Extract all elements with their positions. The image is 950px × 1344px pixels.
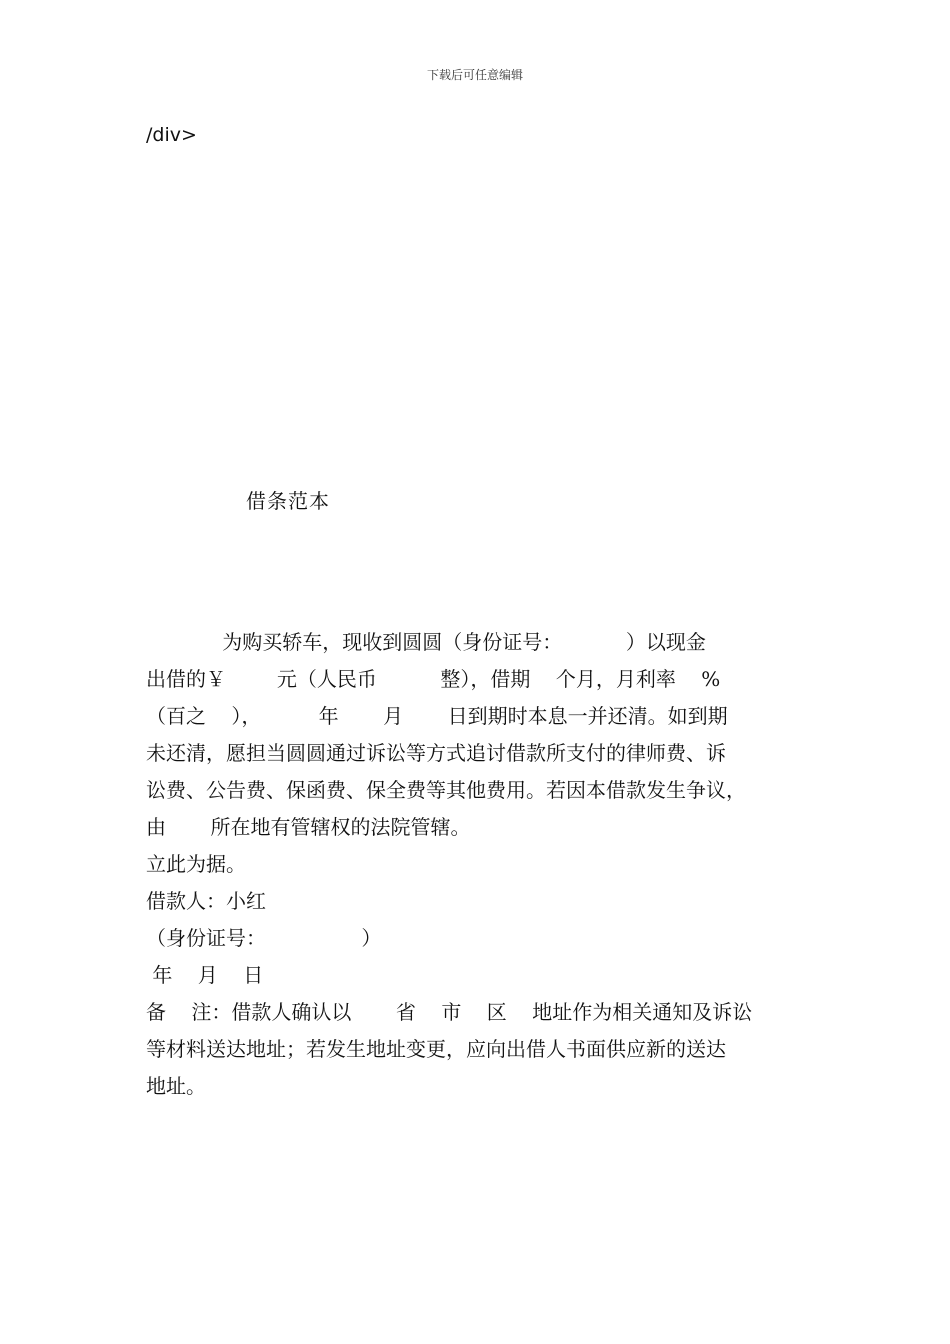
- signature-date-line: 年 月 日: [146, 963, 264, 987]
- document-title: 借条范本: [246, 489, 330, 513]
- paragraph-line: 由 所在地有管辖权的法院管辖。: [146, 815, 471, 839]
- paragraph-line: 未还清，愿担当圆圆通过诉讼等方式追讨借款所支付的律师费、诉: [146, 741, 726, 765]
- header-note: 下载后可任意编辑: [426, 68, 523, 82]
- paragraph-line: 为购买轿车，现收到圆圆（身份证号： ）以现金: [146, 630, 706, 654]
- paragraph-line: （百之 ）， 年 月 日到期时本息一并还清。如到期: [146, 704, 728, 728]
- closing-statement: 立此为据。: [146, 852, 246, 876]
- loan-paragraph: [146, 624, 810, 1105]
- borrower-name-line: 借款人：小红: [146, 889, 266, 913]
- remark-line: 地址。: [146, 1074, 206, 1098]
- paragraph-line: 出借的￥ 元（人民币 整），借期 个月，月利率 %: [146, 667, 721, 691]
- borrower-id-line: （身份证号： ）: [146, 926, 382, 950]
- remark-line: 等材料送达地址；若发生地址变更，应向出借人书面供应新的送达: [146, 1037, 726, 1061]
- paragraph-line: 讼费、公告费、保函费、保全费等其他费用。若因本借款发生争议，: [146, 778, 746, 802]
- stray-markup-text: /div>: [146, 124, 197, 146]
- remark-line: 备 注：借款人确认以 省 市 区 地址作为相关通知及诉讼: [146, 1000, 753, 1024]
